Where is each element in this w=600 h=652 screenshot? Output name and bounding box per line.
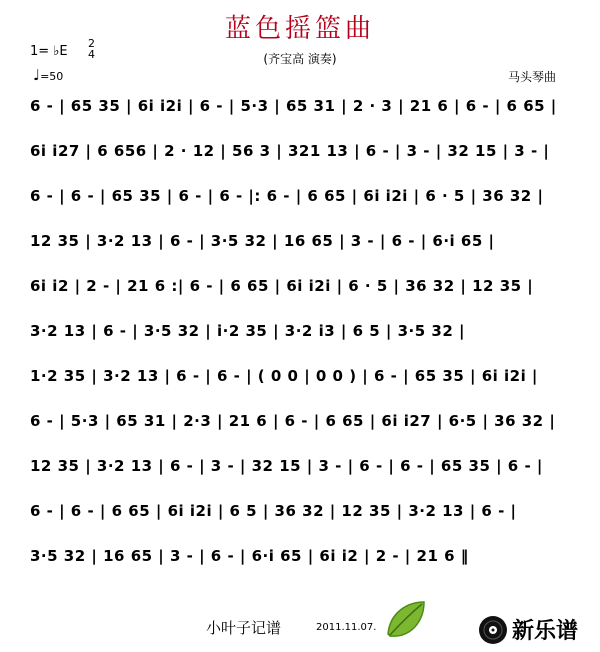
score-line: 3·5 32 | 16 65 | 3 - | 6 - | 6·i 65 | 6i i2 | 2 - | 21 6 ‖ <box>30 547 469 565</box>
score-line: 12 35 | 3·2 13 | 6 - | 3 - | 32 15 | 3 - | 6 - | 6 - | 65 35 | 6 - | <box>30 457 543 475</box>
score-line: 6 - | 6 - | 6 65 | 6i i2i | 6 5 | 36 32 | 12 35 | 3·2 13 | 6 - | <box>30 502 517 520</box>
transcriber-credit: 小叶子记谱 <box>206 619 282 637</box>
score-line: 6 - | 65 35 | 6i i2i | 6 - | 5·3 | 65 31 | 2 · 3 | 21 6 | 6 - | 6 65 | <box>30 97 557 115</box>
time-signature <box>88 38 95 60</box>
score-line: 6 - | 6 - | 65 35 | 6 - | 6 - |: 6 - | 6 65 | 6i i2i | 6 · 5 | 36 32 | <box>30 187 544 205</box>
score-line: 6i i2 | 2 - | 21 6 :| 6 - | 6 65 | 6i i2i | 6 · 5 | 36 32 | 12 35 | <box>30 277 534 295</box>
tempo-value: =50 <box>40 70 64 83</box>
leaf-icon <box>384 598 428 642</box>
key-signature: 1= ♭E <box>30 44 68 59</box>
score-body <box>30 96 578 591</box>
transcription-date: 2011.11.07. <box>316 622 377 633</box>
brand-name: 新乐谱 <box>512 619 579 644</box>
score-line: 6 - | 5·3 | 65 31 | 2·3 | 21 6 | 6 - | 6 65 | 6i i27 | 6·5 | 36 32 | <box>30 412 556 430</box>
quarter-note-icon: ♩ <box>33 66 41 84</box>
tempo-marking <box>33 66 63 84</box>
score-line: 12 35 | 3·2 13 | 6 - | 3·5 32 | 16 65 | 3 - | 6 - | 6·i 65 | <box>30 232 495 250</box>
time-signature-top: 2 <box>88 37 95 50</box>
song-title: 蓝色摇篮曲 <box>224 14 375 44</box>
record-disc-icon <box>478 615 508 645</box>
score-line: 6i i27 | 6 656 | 2 · 12 | 56 3 | 321 13 | 6 - | 3 - | 32 15 | 3 - | <box>30 142 550 160</box>
score-line: 3·2 13 | 6 - | 3·5 32 | i·2 35 | 3·2 i3 | 6 5 | 3·5 32 | <box>30 322 465 340</box>
score-line: 1·2 35 | 3·2 13 | 6 - | 6 - | ( 0 0 | 0 0 ) | 6 - | 65 35 | 6i i2i | <box>30 367 538 385</box>
composer-credit: 马头琴曲 <box>508 70 557 84</box>
time-signature-bottom: 4 <box>88 48 95 61</box>
brand-logo <box>478 614 578 645</box>
performer-subtitle: (齐宝高 演奏) <box>263 52 337 66</box>
